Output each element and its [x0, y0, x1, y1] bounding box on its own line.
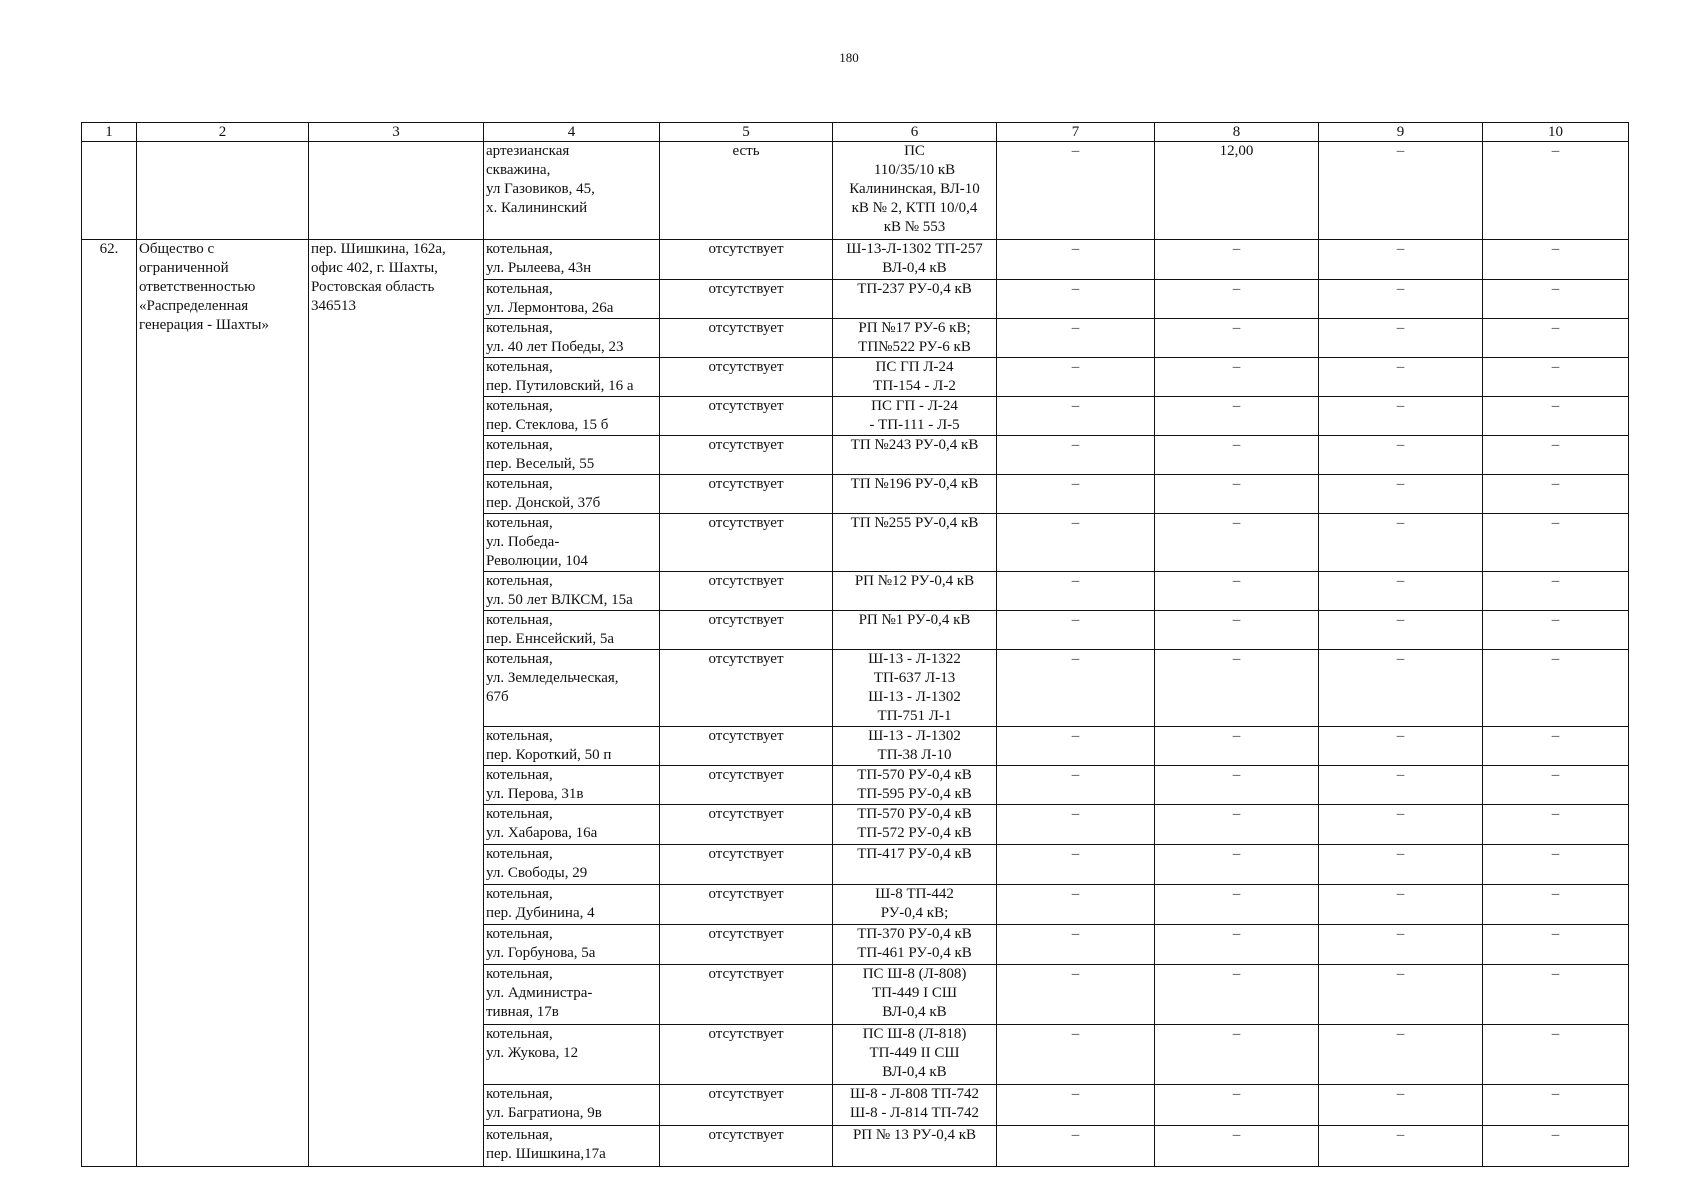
cell-col9: –: [1319, 397, 1483, 436]
header-cell: 1: [82, 123, 137, 142]
cell-availability: отсутствует: [660, 925, 833, 965]
cell-col8: –: [1155, 925, 1319, 965]
cell-connection: ПС Ш-8 (Л-818) ТП-449 II СШ ВЛ-0,4 кВ: [833, 1025, 997, 1085]
cell-connection: ТП №255 РУ-0,4 кВ: [833, 514, 997, 572]
cell-availability: отсутствует: [660, 885, 833, 925]
cell-col7: –: [997, 514, 1155, 572]
cell-col9: –: [1319, 514, 1483, 572]
cell-org-name: [137, 142, 309, 240]
cell-col10: –: [1483, 397, 1629, 436]
cell-col7: –: [997, 475, 1155, 514]
cell-col8: –: [1155, 805, 1319, 845]
cell-object: котельная, ул. Перова, 31в: [484, 766, 660, 805]
cell-col7: –: [997, 965, 1155, 1025]
cell-object: котельная, ул. Свободы, 29: [484, 845, 660, 885]
cell-availability: отсутствует: [660, 611, 833, 650]
cell-object: котельная, ул. 40 лет Победы, 23: [484, 319, 660, 358]
cell-object: котельная, пер. Дубинина, 4: [484, 885, 660, 925]
page-number: 180: [839, 50, 859, 65]
cell-col10: –: [1483, 885, 1629, 925]
cell-connection: ПС ГП - Л-24 - ТП-111 - Л-5: [833, 397, 997, 436]
cell-col8: –: [1155, 650, 1319, 727]
cell-col10: –: [1483, 514, 1629, 572]
header-cell: 7: [997, 123, 1155, 142]
cell-connection: ПС ГП Л-24 ТП-154 - Л-2: [833, 358, 997, 397]
cell-col10: –: [1483, 475, 1629, 514]
cell-connection: Ш-13 - Л-1302 ТП-38 Л-10: [833, 727, 997, 766]
cell-col9: –: [1319, 805, 1483, 845]
cell-col10: –: [1483, 925, 1629, 965]
cell-object: котельная, ул. Жукова, 12: [484, 1025, 660, 1085]
cell-col10: –: [1483, 805, 1629, 845]
cell-availability: отсутствует: [660, 280, 833, 319]
cell-availability: отсутствует: [660, 240, 833, 280]
cell-col9: –: [1319, 142, 1483, 240]
cell-col7: –: [997, 885, 1155, 925]
cell-col10: –: [1483, 1025, 1629, 1085]
cell-col10: –: [1483, 436, 1629, 475]
cell-col10: –: [1483, 142, 1629, 240]
cell-col7: –: [997, 1126, 1155, 1167]
header-cell: 5: [660, 123, 833, 142]
cell-object: котельная, ул. Победа- Революции, 104: [484, 514, 660, 572]
cell-connection: ТП-370 РУ-0,4 кВ ТП-461 РУ-0,4 кВ: [833, 925, 997, 965]
cell-col7: –: [997, 650, 1155, 727]
header-cell: 8: [1155, 123, 1319, 142]
cell-col7: –: [997, 1085, 1155, 1126]
table-row: [82, 142, 1629, 240]
cell-col9: –: [1319, 845, 1483, 885]
cell-availability: отсутствует: [660, 1085, 833, 1126]
cell-col8: –: [1155, 965, 1319, 1025]
cell-connection: ТП №196 РУ-0,4 кВ: [833, 475, 997, 514]
cell-col7: –: [997, 280, 1155, 319]
cell-col8: –: [1155, 766, 1319, 805]
cell-col8: 12,00: [1155, 142, 1319, 240]
cell-col10: –: [1483, 319, 1629, 358]
cell-col8: –: [1155, 475, 1319, 514]
cell-col10: –: [1483, 766, 1629, 805]
cell-connection: ПС 110/35/10 кВ Калининская, ВЛ-10 кВ № 2, КТП 10/0,4 кВ № 553: [833, 142, 997, 240]
cell-col7: –: [997, 611, 1155, 650]
header-cell: 9: [1319, 123, 1483, 142]
cell-object: котельная, ул. 50 лет ВЛКСМ, 15а: [484, 572, 660, 611]
cell-col9: –: [1319, 319, 1483, 358]
cell-col10: –: [1483, 845, 1629, 885]
cell-availability: отсутствует: [660, 572, 833, 611]
cell-col8: –: [1155, 727, 1319, 766]
cell-col7: –: [997, 766, 1155, 805]
cell-col7: –: [997, 142, 1155, 240]
cell-connection: РП №1 РУ-0,4 кВ: [833, 611, 997, 650]
cell-object: котельная, пер. Шишкина,17а: [484, 1126, 660, 1167]
cell-availability: отсутствует: [660, 319, 833, 358]
cell-col9: –: [1319, 885, 1483, 925]
cell-availability: отсутствует: [660, 727, 833, 766]
cell-col8: –: [1155, 436, 1319, 475]
cell-col7: –: [997, 436, 1155, 475]
header-cell: 2: [137, 123, 309, 142]
header-cell: 6: [833, 123, 997, 142]
cell-col8: –: [1155, 1085, 1319, 1126]
cell-number: 62.: [82, 240, 137, 1167]
cell-connection: ТП-570 РУ-0,4 кВ ТП-572 РУ-0,4 кВ: [833, 805, 997, 845]
cell-col8: –: [1155, 397, 1319, 436]
cell-availability: отсутствует: [660, 1025, 833, 1085]
cell-col10: –: [1483, 650, 1629, 727]
cell-connection: ТП №243 РУ-0,4 кВ: [833, 436, 997, 475]
cell-col9: –: [1319, 475, 1483, 514]
cell-object: котельная, ул. Рылеева, 43н: [484, 240, 660, 280]
cell-availability: отсутствует: [660, 965, 833, 1025]
cell-col9: –: [1319, 1126, 1483, 1167]
cell-connection: РП №17 РУ-6 кВ; ТП№522 РУ-6 кВ: [833, 319, 997, 358]
cell-col9: –: [1319, 766, 1483, 805]
cell-col8: –: [1155, 572, 1319, 611]
cell-availability: отсутствует: [660, 397, 833, 436]
cell-col7: –: [997, 805, 1155, 845]
cell-col7: –: [997, 572, 1155, 611]
cell-number: [82, 142, 137, 240]
header-cell: 4: [484, 123, 660, 142]
cell-object: котельная, пер. Стеклова, 15 б: [484, 397, 660, 436]
cell-org-name: Общество с ограниченной ответственностью «Распределенная генерация - Шахты»: [137, 240, 309, 1167]
cell-object: котельная, ул. Горбунова, 5а: [484, 925, 660, 965]
cell-availability: отсутствует: [660, 1126, 833, 1167]
cell-connection: ТП-237 РУ-0,4 кВ: [833, 280, 997, 319]
cell-col9: –: [1319, 611, 1483, 650]
cell-availability: отсутствует: [660, 766, 833, 805]
cell-col7: –: [997, 1025, 1155, 1085]
cell-availability: отсутствует: [660, 358, 833, 397]
cell-col8: –: [1155, 1025, 1319, 1085]
table-row: [82, 240, 1629, 280]
cell-col9: –: [1319, 650, 1483, 727]
cell-col10: –: [1483, 1085, 1629, 1126]
cell-col8: –: [1155, 514, 1319, 572]
cell-col9: –: [1319, 358, 1483, 397]
cell-col7: –: [997, 727, 1155, 766]
cell-connection: ПС Ш-8 (Л-808) ТП-449 I СШ ВЛ-0,4 кВ: [833, 965, 997, 1025]
cell-col8: –: [1155, 845, 1319, 885]
cell-col7: –: [997, 358, 1155, 397]
cell-connection: Ш-8 - Л-808 ТП-742 Ш-8 - Л-814 ТП-742: [833, 1085, 997, 1126]
cell-connection: Ш-8 ТП-442 РУ-0,4 кВ;: [833, 885, 997, 925]
cell-col8: –: [1155, 885, 1319, 925]
cell-object: котельная, ул. Лермонтова, 26а: [484, 280, 660, 319]
cell-object: артезианская скважина, ул Газовиков, 45, х. Калининский: [484, 142, 660, 240]
data-table: [81, 122, 1629, 1167]
cell-object: котельная, ул. Багратиона, 9в: [484, 1085, 660, 1126]
cell-connection: Ш-13 - Л-1322 ТП-637 Л-13 Ш-13 - Л-1302 ТП-751 Л-1: [833, 650, 997, 727]
cell-col9: –: [1319, 240, 1483, 280]
cell-col10: –: [1483, 965, 1629, 1025]
cell-col10: –: [1483, 611, 1629, 650]
cell-col7: –: [997, 397, 1155, 436]
cell-col9: –: [1319, 1085, 1483, 1126]
cell-address: [309, 142, 484, 240]
cell-connection: РП № 13 РУ-0,4 кВ: [833, 1126, 997, 1167]
cell-col10: –: [1483, 280, 1629, 319]
cell-col8: –: [1155, 358, 1319, 397]
cell-availability: отсутствует: [660, 845, 833, 885]
cell-col8: –: [1155, 611, 1319, 650]
cell-col8: –: [1155, 280, 1319, 319]
cell-col9: –: [1319, 436, 1483, 475]
cell-connection: ТП-417 РУ-0,4 кВ: [833, 845, 997, 885]
cell-connection: РП №12 РУ-0,4 кВ: [833, 572, 997, 611]
cell-col7: –: [997, 925, 1155, 965]
cell-col9: –: [1319, 965, 1483, 1025]
cell-col9: –: [1319, 925, 1483, 965]
cell-object: котельная, пер. Веселый, 55: [484, 436, 660, 475]
cell-object: котельная, пер. Донской, 37б: [484, 475, 660, 514]
cell-availability: есть: [660, 142, 833, 240]
cell-col9: –: [1319, 727, 1483, 766]
header-cell: 3: [309, 123, 484, 142]
cell-availability: отсутствует: [660, 805, 833, 845]
cell-object: котельная, пер. Путиловский, 16 а: [484, 358, 660, 397]
cell-object: котельная, ул. Хабарова, 16а: [484, 805, 660, 845]
cell-col10: –: [1483, 727, 1629, 766]
cell-availability: отсутствует: [660, 475, 833, 514]
cell-connection: Ш-13-Л-1302 ТП-257 ВЛ-0,4 кВ: [833, 240, 997, 280]
cell-availability: отсутствует: [660, 514, 833, 572]
cell-col8: –: [1155, 1126, 1319, 1167]
cell-col7: –: [997, 319, 1155, 358]
cell-object: котельная, ул. Администра- тивная, 17в: [484, 965, 660, 1025]
cell-object: котельная, пер. Еннсейский, 5а: [484, 611, 660, 650]
header-row: [82, 123, 1629, 142]
cell-col10: –: [1483, 572, 1629, 611]
cell-col8: –: [1155, 319, 1319, 358]
cell-col7: –: [997, 845, 1155, 885]
cell-col9: –: [1319, 572, 1483, 611]
cell-connection: ТП-570 РУ-0,4 кВ ТП-595 РУ-0,4 кВ: [833, 766, 997, 805]
cell-col10: –: [1483, 1126, 1629, 1167]
cell-object: котельная, ул. Земледельческая, 67б: [484, 650, 660, 727]
cell-col9: –: [1319, 1025, 1483, 1085]
cell-address: пер. Шишкина, 162а, офис 402, г. Шахты, Ростовская область 346513: [309, 240, 484, 1167]
cell-availability: отсутствует: [660, 650, 833, 727]
cell-col7: –: [997, 240, 1155, 280]
cell-col8: –: [1155, 240, 1319, 280]
cell-col10: –: [1483, 240, 1629, 280]
cell-object: котельная, пер. Короткий, 50 п: [484, 727, 660, 766]
header-cell: 10: [1483, 123, 1629, 142]
cell-col9: –: [1319, 280, 1483, 319]
cell-col10: –: [1483, 358, 1629, 397]
cell-availability: отсутствует: [660, 436, 833, 475]
